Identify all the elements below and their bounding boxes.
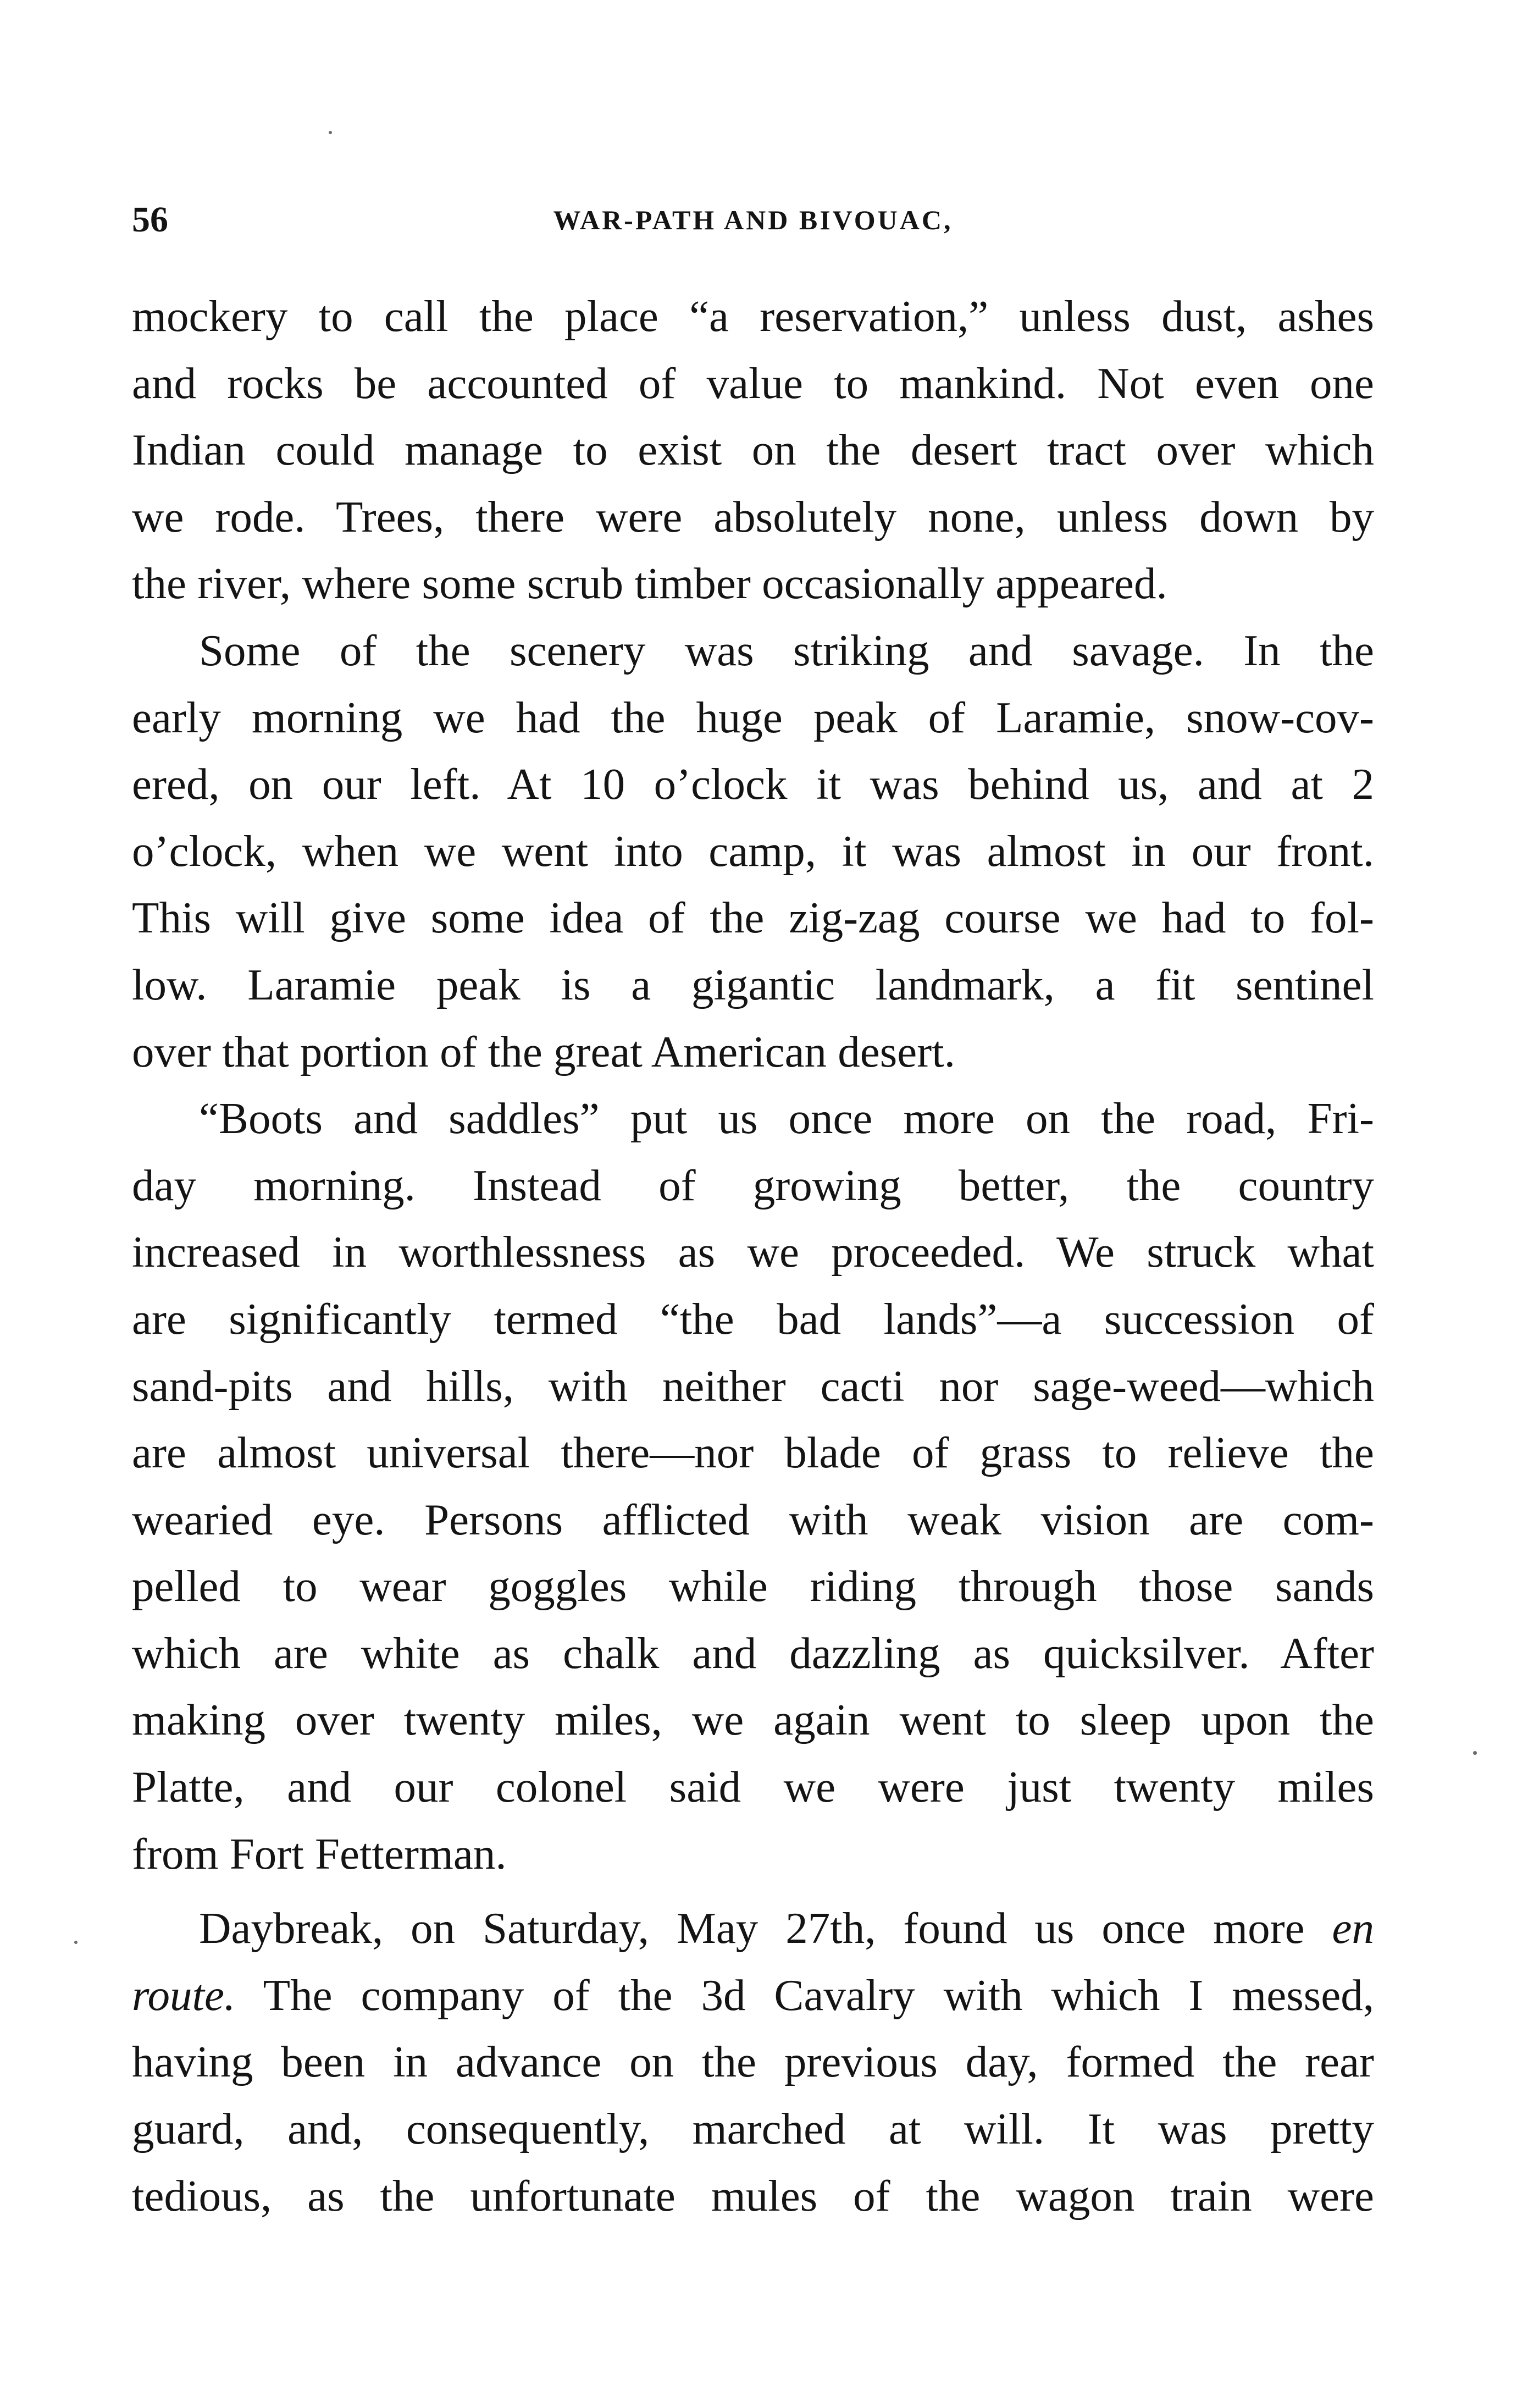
paper-speck [329,131,332,134]
text-line: o’clock, when we went into camp, it was almost in our front. [132,826,1374,876]
text-line: mockery to call the place “a reservation,” unless dust, ashes [132,291,1374,341]
italic-text: route. [132,1970,236,2020]
text-run: The company of the 3d Cavalry with which I messed, [235,1970,1374,2020]
text-line: ered, on our left. At 10 o’clock it was behind us, and at 2 [132,759,1374,809]
text-line: Some of the scenery was striking and savage. In the [199,625,1374,675]
text-line: pelled to wear goggles while riding through those sands [132,1561,1374,1611]
text-line: wearied eye. Persons afflicted with weak vision are com- [132,1494,1374,1544]
text-line: the river, where some scrub timber occasionally appeared. [132,559,1167,609]
running-title: WAR-PATH AND BIVOUAC, [553,205,953,235]
text-line: increased in worthlessness as we proceeded. We struck what [132,1227,1374,1277]
text-line: making over twenty miles, we again went to sleep upon the [132,1695,1374,1745]
text-line: we rode. Trees, there were absolutely none, unless down by [132,491,1374,542]
text-line [132,1962,1374,2029]
text-line: are almost universal there—nor blade of grass to relieve the [132,1428,1374,1478]
text-line: early morning we had the huge peak of Laramie, snow-cov- [132,692,1374,742]
text-line: Indian could manage to exist on the desert tract over which [132,425,1374,475]
running-head [132,198,1374,242]
paper-speck [1473,1751,1477,1755]
text-line: Platte, and our colonel said we were just twenty miles [132,1762,1374,1812]
text-line: guard, and, consequently, marched at will. It was pretty [132,2104,1374,2154]
text-line: This will give some idea of the zig-zag course we had to fol- [132,893,1374,943]
text-line: which are white as chalk and dazzling as quicksilver. After [132,1628,1374,1678]
text-run: Daybreak, on Saturday, May 27th, found us once more [199,1903,1332,1953]
text-line: are significantly termed “the bad lands”—a succession of [132,1294,1374,1344]
text-line: sand-pits and hills, with neither cacti nor sage-weed—which [132,1361,1374,1411]
text-line: and rocks be accounted of value to mankind. Not even one [132,358,1374,408]
italic-text: en [1332,1903,1374,1953]
body-text [132,283,1374,2229]
text-line: from Fort Fetterman. [132,1829,507,1879]
page-number: 56 [132,200,168,240]
text-line: over that portion of the great American desert. [132,1026,955,1076]
text-line: having been in advance on the previous day, formed the rear [132,2037,1374,2087]
text-line: tedious, as the unfortunate mules of the wagon train were [132,2170,1374,2221]
text-line: low. Laramie peak is a gigantic landmark, a fit sentinel [132,959,1374,1009]
text-line [132,1895,1374,1962]
text-line: day morning. Instead of growing better, the country [132,1160,1374,1210]
paper-speck [74,1941,77,1944]
text-line: “Boots and saddles” put us once more on the road, Fri- [199,1093,1374,1144]
